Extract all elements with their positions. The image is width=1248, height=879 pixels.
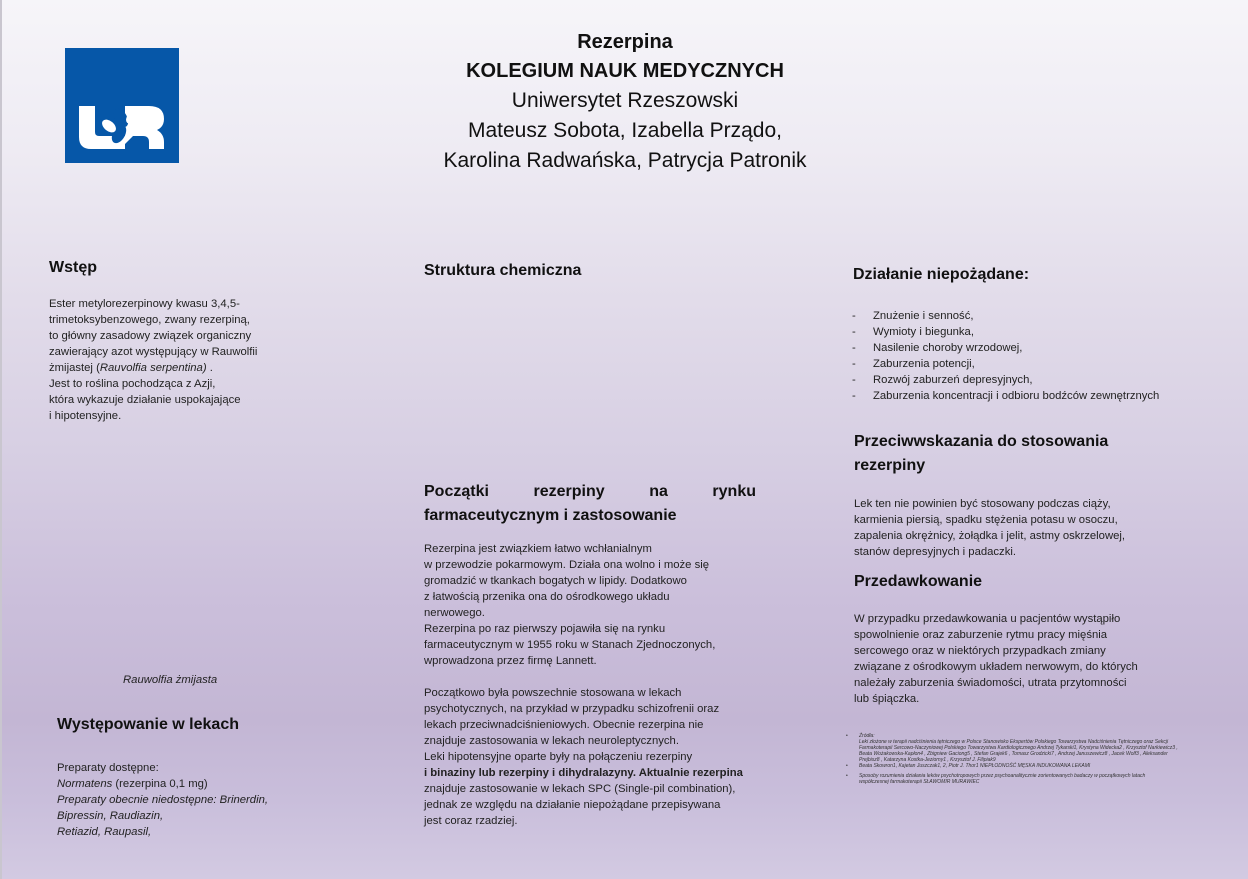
market-line: nerwowego. [424,607,485,619]
dash-bullet: - [852,342,856,354]
dash-bullet: - [852,310,856,322]
market-line: znajduje zastosowanie w lekach SPC (Single-pil combination), [424,783,736,795]
dash-bullet: - [852,390,856,402]
drugs-available-label: Preparaty dostępne: [57,762,159,774]
contraindications-line: Lek ten nie powinien być stosowany podczas ciąży, [854,498,1111,510]
contraindications-heading [854,430,1108,478]
drugs-unavailable-line: Retiazid, Raupasil, [57,826,152,838]
drug-detail: (rezerpina 0,1 mg) [112,778,208,790]
university-name: Uniwersytet Rzeszowski [511,89,739,112]
market-line: psychotycznych, na przykład w przypadku schizofrenii oraz [424,703,720,715]
poster-header [400,28,850,176]
market-heading-word: na [649,483,668,500]
intro-line: Ester metylorezerpinowy kwasu 3,4,5- [49,298,240,310]
intro-line: to główny zasadowy związek organiczny [49,330,252,342]
contraindications-line: karmienia piersią, spadku stężenia potasu w osoczu, [854,514,1118,526]
list-item-text: Zaburzenia koncentracji i odbioru bodźców zewnętrznych [873,390,1160,402]
market-heading-word: rezerpiny [533,483,605,500]
contraindications-heading-line: rezerpiny [854,457,926,474]
species-name: Rauvolfia serpentina) [99,362,207,374]
contraindications-line: zapalenia okrężnicy, żołądka i jelit, astmy oskrzelowej, [854,530,1126,542]
market-line: gromadzić w tkankach bogatych w lipidy. Dodatkowo [424,575,687,587]
market-line: w przewodzie pokarmowym. Działa ona wolno i może się [424,559,710,571]
overdose-line: należały zaburzenia świadomości, utrata przytomności [854,677,1127,689]
market-line: farmaceutycznym w 1955 roku w Stanach Zjednoczonych, [424,639,716,651]
intro-text-span: żmijastej ( [49,362,100,374]
drugs-heading: Występowanie w lekach [57,716,239,733]
overdose-heading: Przedawkowanie [854,573,983,590]
market-paragraph-2 [424,685,743,829]
intro-text [49,296,257,424]
list-item-text: Znużenie i senność, [873,310,974,322]
overdose-line: lub śpiączka. [854,693,920,705]
list-item [852,356,1159,372]
market-line-bold: i binaziny lub rezerpiny i dihydralazyny. Aktualnie rezerpina [424,767,743,779]
reference-text: Sposoby rozumienia działania leków psychotropowych przez psychoanalitycznie zorientowanych badaczy w początkowych latach współczesnej farmakoterapii SŁAWOMIR MURAWIEC [859,773,1146,785]
side-effects-heading: Działanie niepożądane: [853,266,1030,283]
dash-bullet: - [852,326,856,338]
overdose-line: spowolnienie oraz zaburzenie rytmu pracy mięśnia [854,629,1108,641]
reference-item [846,773,1186,785]
intro-line: i hipotensyjne. [49,410,122,422]
intro-line [49,360,257,376]
market-line: znajduje zastosowania w lekach neuroleptycznych. [424,735,679,747]
college-name: KOLEGIUM NAUK MEDYCZNYCH [466,60,784,82]
market-line: jest coraz rzadziej. [424,815,518,827]
poster-title: Rezerpina [577,31,673,53]
list-item [852,372,1159,388]
intro-line: Jest to roślina pochodząca z Azji, [49,378,216,390]
drugs-text [57,760,268,840]
overdose-line: związane z ośrodkowym układem nerwowym, do których [854,661,1138,673]
market-heading-line2: farmaceutycznym i zastosowanie [424,507,677,524]
bullet-icon: • [846,733,848,739]
overdose-text [854,611,1138,707]
dash-bullet: - [852,358,856,370]
list-item [852,340,1159,356]
intro-line: która wykazuje działanie uspokajające [49,394,241,406]
drugs-unavailable [57,824,268,840]
list-item-text: Wymioty i biegunka, [873,326,974,338]
bullet-spacer [846,739,859,763]
page-border [0,0,2,879]
references [846,733,1186,785]
side-effects-list [852,308,1159,404]
market-paragraph-1 [424,541,715,669]
market-line: z łatwością przenika ona do ośrodkowego układu [424,591,670,603]
list-item-text: Rozwój zaburzeń depresyjnych, [873,374,1033,386]
market-line: Początkowo była powszechnie stosowana w lekach [424,687,682,699]
bullet-icon: • [846,763,848,769]
market-line: Leki hipotensyjne oparte były na połączeniu rezerpiny [424,751,693,763]
reference-text: Beata Skowron1, Kajetan Juszczak1, 2, Piotr J. Thor1 NIEPŁODNOŚĆ MĘSKA INDUKOWANA LEKAMI [859,763,1091,769]
market-heading [424,480,756,528]
market-line: Rezerpina jest związkiem łatwo wchłanialnym [424,543,652,555]
intro-line: zawierający azot występujący w Rauwolfii [49,346,258,358]
drugs-unavailable-line: Preparaty obecnie niedostępne: Brinerdin, [57,794,269,806]
list-item-text: Zaburzenia potencji, [873,358,975,370]
market-line: jednak ze względu na działanie niepożądane przepisywana [424,799,721,811]
list-item-text: Nasilenie choroby wrzodowej, [873,342,1023,354]
market-line: wprowadzona przez firmę Lannett. [424,655,597,667]
overdose-line: W przypadku przedawkowania u pacjentów wystąpiło [854,613,1121,625]
dash-bullet: - [852,374,856,386]
overdose-line: sercowego oraz w niektórych przypadkach zmiany [854,645,1106,657]
bullet-icon: • [846,773,848,779]
structure-heading: Struktura chemiczna [424,262,582,279]
plant-caption [123,672,217,688]
reference-item [846,739,1186,763]
drug-name: Normatens [57,778,113,790]
contraindications-text [854,496,1125,560]
drugs-unavailable [57,808,268,824]
reference-item [846,763,1186,769]
ur-logo-icon [65,48,179,163]
drugs-normatens [57,776,268,792]
plant-caption-text: Rauwolfia żmijasta [123,674,218,686]
market-line: lekach przeciwnadciśnieniowych. Obecnie rezerpina nie [424,719,704,731]
market-heading-word: Początki [424,483,489,500]
list-item [852,388,1159,404]
intro-line: trimetoksybenzowego, zwany rezerpiną, [49,314,250,326]
intro-text-span: . [206,362,213,374]
market-heading-word: rynku [712,483,756,500]
list-item [852,308,1159,324]
authors-line-2: Karolina Radwańska, Patrycja Patronik [443,149,807,172]
market-line: Rezerpina po raz pierwszy pojawiła się na rynku [424,623,666,635]
contraindications-line: stanów depresyjnych i padaczki. [854,546,1017,558]
contraindications-heading-line: Przeciwwskazania do stosowania [854,433,1109,450]
references-label: Źródła: [859,733,875,739]
authors-line-1: Mateusz Sobota, Izabella Prządo, [467,119,782,142]
drugs-unavailable [57,792,268,808]
drugs-unavailable-line: Bipressin, Raudiazin, [57,810,164,822]
intro-heading: Wstęp [49,259,97,276]
university-logo [65,48,179,163]
reference-text: Leki złożone w terapii nadciśnienia tętniczego w Polsce Stanowisko Ekspertów Polskiego Towarzystwa Nadciśnienia Tętniczego oraz Sekcji Farmakoterapii Sercowo-Naczyniowej Polskiego Towarzystwa Kardiologicznego Andrzej Tykarski1, Krystyna Widecka2 , Krzysztof Narkiewicz3 , Beata Wożakowska-Kapłon4 , Zbigniew Gaciong5 , Stefan Grajek6 , Tomasz Grodzicki7 , Andrzej Januszewicz8 , Jacek Wolf3 , Aleksander Prejbisz8 , Katarzyna Kostka-Jeziorny1 , Krzysztof J. Filipiak9 [859,739,1178,763]
list-item [852,324,1159,340]
